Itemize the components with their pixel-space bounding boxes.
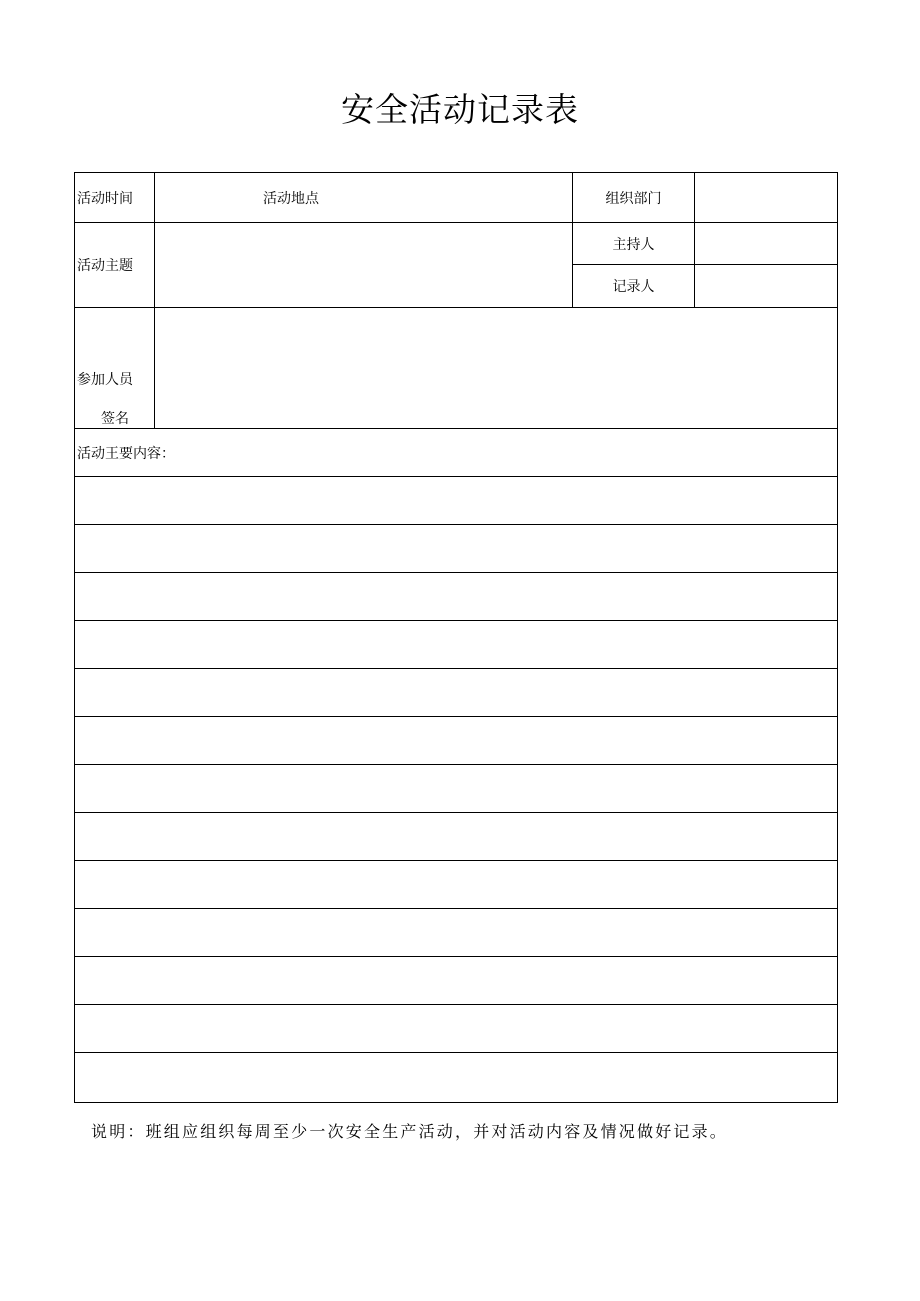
activity-record-form xyxy=(74,172,838,1103)
content-label: 活动王要内容： xyxy=(75,429,838,477)
activity-time-label: 活动时间 xyxy=(75,173,155,223)
content-line[interactable] xyxy=(75,813,838,861)
organizer-label: 组织部门 xyxy=(573,173,695,223)
content-line[interactable] xyxy=(75,1053,838,1103)
topic-label: 活动主题 xyxy=(75,223,155,308)
content-line[interactable] xyxy=(75,861,838,909)
topic-field[interactable] xyxy=(155,223,573,308)
host-label: 主持人 xyxy=(573,223,695,265)
activity-place-label: 活动地点 xyxy=(155,173,573,223)
participants-signature-cell xyxy=(75,308,155,429)
content-line[interactable] xyxy=(75,621,838,669)
page-title: 安全活动记录表 xyxy=(341,90,579,129)
participants-signature-field[interactable] xyxy=(155,308,838,429)
signature-label: 签名 xyxy=(101,411,129,427)
organizer-field[interactable] xyxy=(695,173,838,223)
content-line[interactable] xyxy=(75,957,838,1005)
participants-label: 参加人员 xyxy=(77,372,133,388)
content-line[interactable] xyxy=(75,477,838,525)
content-line[interactable] xyxy=(75,525,838,573)
recorder-field[interactable] xyxy=(695,265,838,308)
content-line[interactable] xyxy=(75,765,838,813)
content-line[interactable] xyxy=(75,573,838,621)
host-field[interactable] xyxy=(695,223,838,265)
content-line[interactable] xyxy=(75,909,838,957)
recorder-label: 记录人 xyxy=(573,265,695,308)
content-line[interactable] xyxy=(75,669,838,717)
footnote: 说明：班组应组织每周至少一次安全生产活动，并对活动内容及情况做好记录。 xyxy=(91,1122,729,1141)
content-line[interactable] xyxy=(75,717,838,765)
content-line[interactable] xyxy=(75,1005,838,1053)
